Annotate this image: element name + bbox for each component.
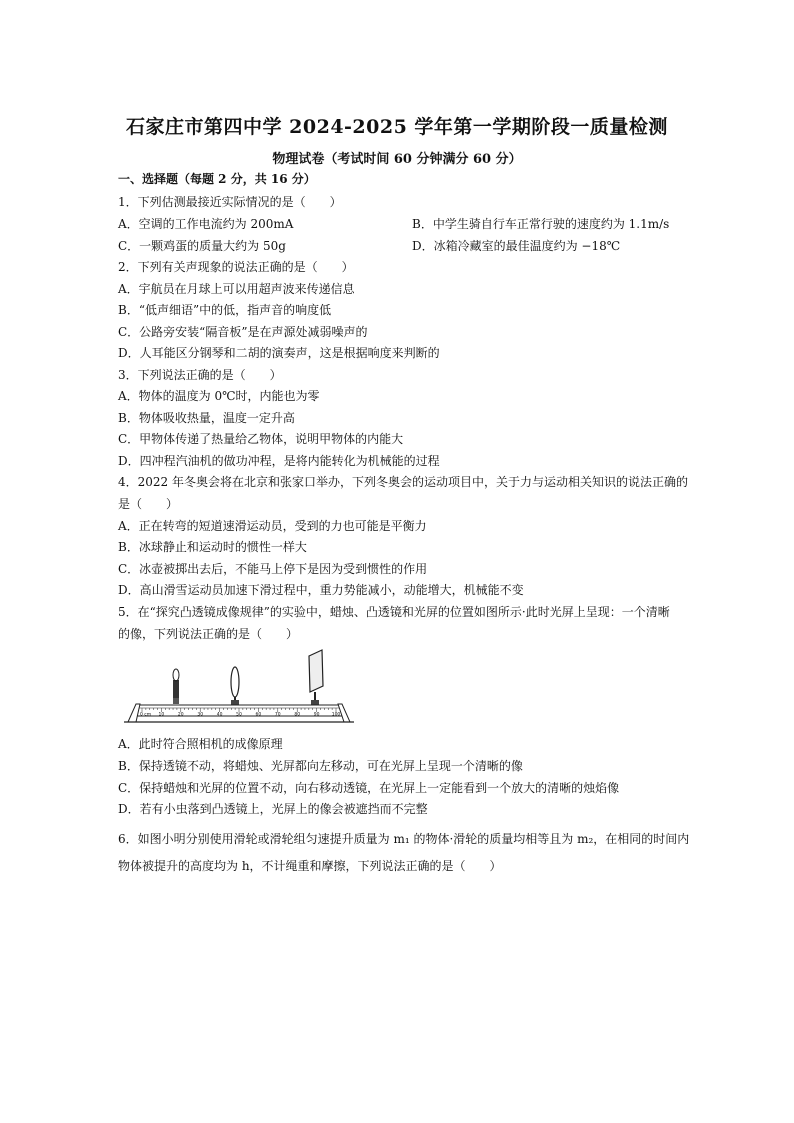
- question-5-option-b: B．保持透镜不动，将蜡烛、光屏都向左移动，可在光屏上呈现一个清晰的像: [118, 759, 523, 773]
- question-5-stem-line2: 的像，下列说法正确的是（ ）: [118, 627, 299, 641]
- question-5-option-c: C．保持蜡烛和光屏的位置不动，向右移动透镜，在光屏上一定能看到一个放大的清晰的烛焰像: [118, 781, 620, 795]
- question-4-option-c: C．冰壶被掷出去后，不能马上停下是因为受到惯性的作用: [118, 562, 428, 576]
- optical-bench-figure: [118, 648, 358, 726]
- ruler-tick-label: 80: [294, 712, 301, 718]
- ruler-tick-label: 0 cm: [140, 712, 152, 718]
- convex-lens-icon: [231, 667, 239, 705]
- ruler-tick-label: 90: [313, 712, 320, 718]
- question-1-stem: 1．下列估测最接近实际情况的是（ ）: [118, 195, 342, 209]
- question-4-option-a: A．正在转弯的短道速滑运动员，受到的力也可能是平衡力: [118, 519, 427, 533]
- question-4-option-b: B．冰球静止和运动时的惯性一样大: [118, 540, 307, 554]
- question-3-option-d: D．四冲程汽油机的做功冲程，是将内能转化为机械能的过程: [118, 454, 440, 468]
- question-3-stem: 3．下列说法正确的是（ ）: [118, 368, 282, 382]
- question-2-option-d: D．人耳能区分钢琴和二胡的演奏声，这是根据响度来判断的: [118, 346, 440, 360]
- question-3-option-a: A．物体的温度为 0℃时，内能也为零: [118, 389, 320, 403]
- ruler-tick-label: 50: [236, 712, 242, 718]
- question-1-option-c: C．一颗鸡蛋的质量大约为 50g: [118, 239, 286, 253]
- ruler-tick-label: 10: [158, 712, 165, 718]
- page-subtitle: 物理试卷（考试时间 60 分钟满分 60 分）: [272, 152, 522, 167]
- question-5-stem-line1: 5．在“探究凸透镜成像规律”的实验中，蜡烛、凸透镜和光屏的位置如图所示·此时光屏上呈现：一个清晰: [118, 605, 670, 619]
- ruler-tick-label: 70: [274, 712, 281, 718]
- question-6-stem-line1: 6．如图小明分别使用滑轮或滑轮组匀速提升质量为 m₁ 的物体·滑轮的质量均相等且为 m₂，在相同的时间内: [118, 832, 690, 846]
- ruler-tick-label: 60: [255, 712, 262, 718]
- question-1-option-b: B．中学生骑自行车正常行驶的速度约为 1.1m/s: [412, 217, 670, 231]
- question-1-option-a: A．空调的工作电流约为 200mA: [118, 217, 294, 231]
- ruler-tick-label: 100: [331, 712, 341, 718]
- ruler-tick-label: 30: [197, 712, 204, 718]
- question-4-option-d: D．高山滑雪运动员加速下滑过程中，重力势能减小，动能增大，机械能不变: [118, 583, 524, 597]
- question-1-option-d: D．冰箱冷藏室的最佳温度约为 −18℃: [412, 239, 621, 253]
- question-3-option-b: B．物体吸收热量，温度一定升高: [118, 411, 295, 425]
- question-5-option-d: D．若有小虫落到凸透镜上，光屏上的像会被遮挡而不完整: [118, 802, 428, 816]
- candle-icon: [173, 669, 179, 704]
- question-2-option-a: A．宇航员在月球上可以用超声波来传递信息: [118, 282, 355, 296]
- section-heading: 一、选择题（每题 2 分，共 16 分）: [118, 172, 316, 186]
- question-2-option-c: C．公路旁安装“隔音板”是在声源处减弱噪声的: [118, 325, 368, 339]
- question-4-stem-line1: 4．2022 年冬奥会将在北京和张家口举办，下列冬奥会的运动项目中，关于力与运动相关知识的说法正确的: [118, 475, 688, 489]
- question-6-stem-line2: 物体被提升的高度均为 h，不计绳重和摩擦，下列说法正确的是（ ）: [118, 859, 502, 873]
- light-screen-icon: [309, 650, 323, 705]
- ruler-tick-label: 20: [177, 712, 184, 718]
- question-2-stem: 2．下列有关声现象的说法正确的是（ ）: [118, 260, 354, 274]
- question-2-option-b: B．“低声细语”中的低，指声音的响度低: [118, 303, 332, 317]
- question-4-stem-line2: 是（ ）: [118, 497, 179, 511]
- question-5-option-a: A．此时符合照相机的成像原理: [118, 737, 283, 751]
- question-3-option-c: C．甲物体传递了热量给乙物体，说明甲物体的内能大: [118, 432, 404, 446]
- ruler-tick-label: 40: [216, 712, 223, 718]
- page-title: 石家庄市第四中学 2024-2025 学年第一学期阶段一质量检测: [126, 116, 668, 138]
